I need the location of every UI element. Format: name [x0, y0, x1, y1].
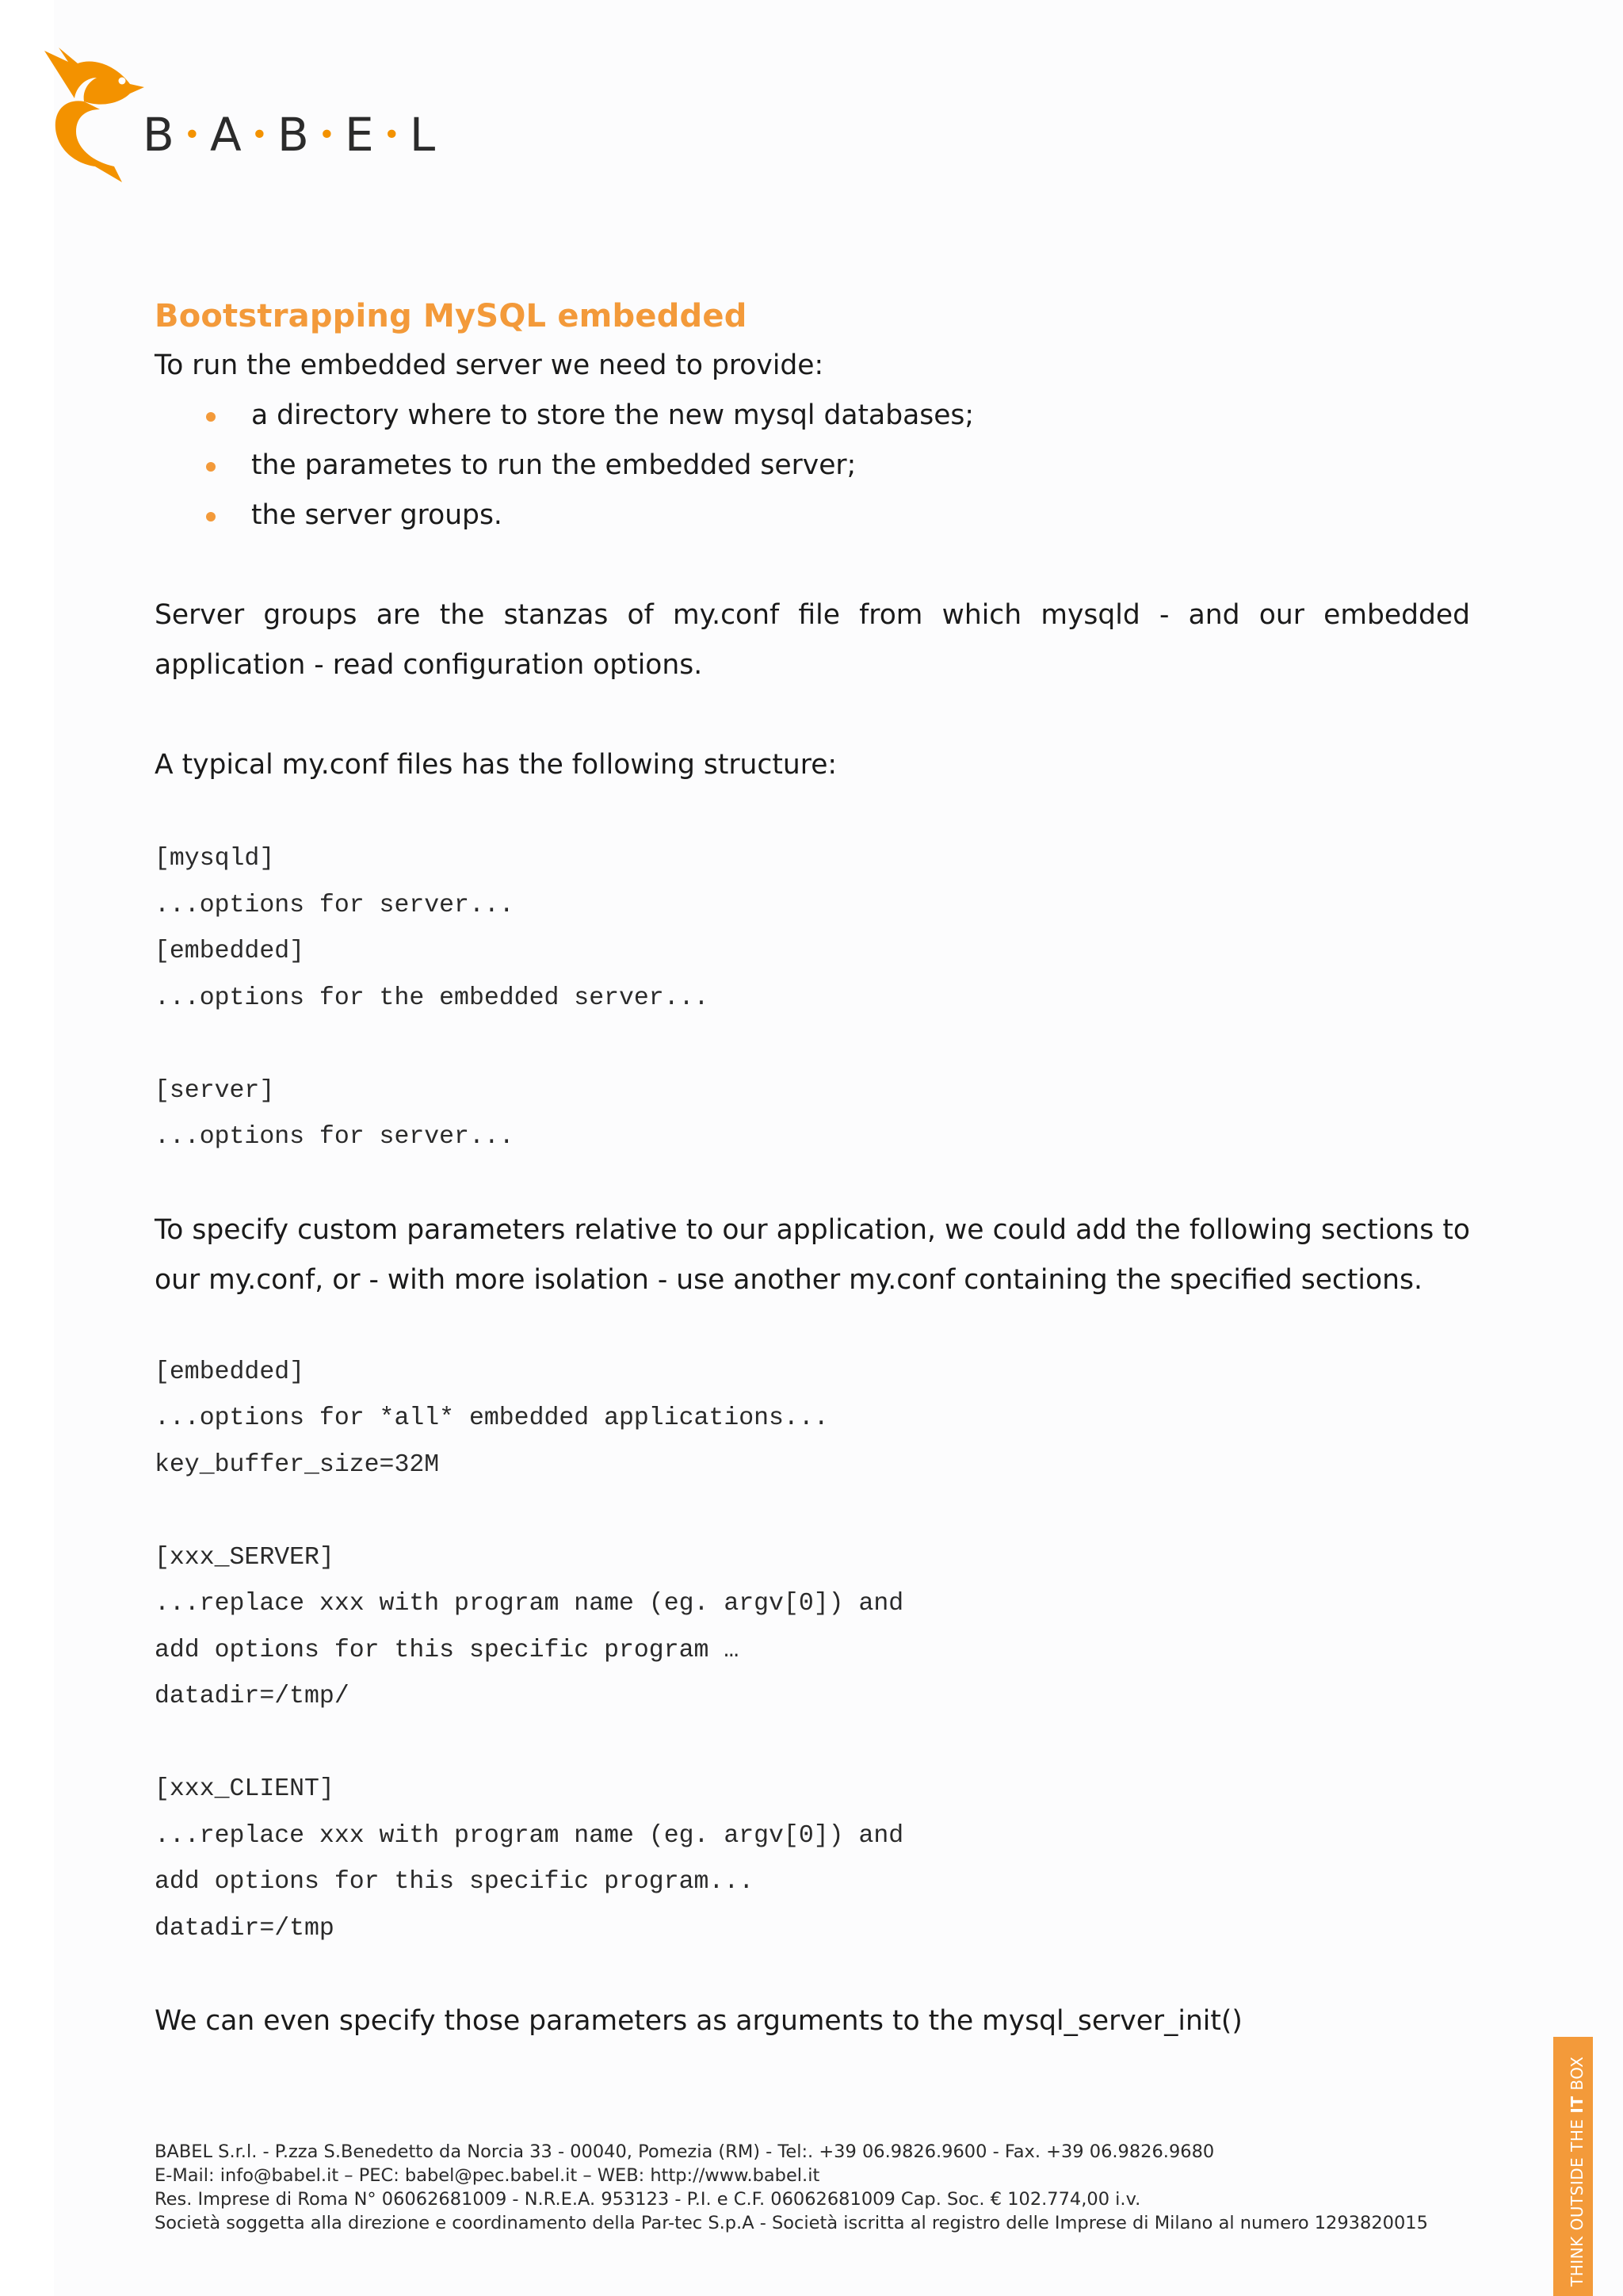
typical-structure-paragraph: A typical my.conf files has the following structure: — [155, 749, 838, 781]
fish-logo-icon — [41, 46, 152, 189]
list-item: the parametes to run the embedded server; — [251, 441, 1470, 491]
code-block-custom-sections: [embedded] ...options for *all* embedded applications... key_buffer_size=32M [xxx_SERVER] ...replace xxx with program name (eg. argv[0]) and add options for this specific program … datadir=/tmp/ [xxx_CLIENT] ...replace xxx with program name (eg. argv[0]) and add options for this specific program... datadir=/tmp — [155, 1358, 904, 1943]
requirements-list — [155, 391, 1470, 541]
code-block-my-conf: [mysqld] ...options for server... [embedded] ...options for the embedded server... [server] ...options for server... — [155, 845, 709, 1151]
company-footer — [155, 2140, 1502, 2235]
slogan-text: THINK OUTSIDE THE IT BOX — [1568, 2056, 1587, 2286]
closing-paragraph: We can even specify those parameters as arguments to the mysql_server_init() — [155, 2005, 1243, 2037]
slogan-side-tab — [1553, 2037, 1593, 2296]
document-body — [155, 292, 1470, 2046]
custom-params-paragraph: To specify custom parameters relative to our application, we could add the following sections to our my.conf, or - with more isolation - use another my.conf containing the specified sections. — [155, 1213, 1470, 1296]
logo-text: B • A • B • E • L — [143, 108, 437, 162]
babel-logo — [41, 46, 453, 189]
list-item: a directory where to store the new mysql databases; — [251, 391, 1470, 441]
list-item: the server groups. — [251, 491, 1470, 541]
intro-paragraph: To run the embedded server we need to provide: — [155, 350, 824, 381]
server-groups-paragraph: Server groups are the stanzas of my.conf file from which mysqld - and our embedded application - read configuration options. — [155, 599, 1470, 681]
footer-contact-line: E-Mail: info@babel.it – PEC: babel@pec.babel.it – WEB: http://www.babel.it — [155, 2165, 820, 2186]
footer-ownership-line: Società soggetta alla direzione e coordinamento della Par-tec S.p.A - Società iscritta al registro delle Imprese di Milano al numero 1293820015 — [155, 2213, 1428, 2233]
section-title: Bootstrapping MySQL embedded — [155, 298, 747, 334]
footer-address-line: BABEL S.r.l. - P.zza S.Benedetto da Norcia 33 - 00040, Pomezia (RM) - Tel:. +39 06.9826.9600 - Fax. +39 06.9826.9680 — [155, 2141, 1215, 2162]
footer-registry-line: Res. Imprese di Roma N° 06062681009 - N.R.E.A. 953123 - P.I. e C.F. 06062681009 Cap. Soc. € 102.774,00 i.v. — [155, 2189, 1141, 2210]
